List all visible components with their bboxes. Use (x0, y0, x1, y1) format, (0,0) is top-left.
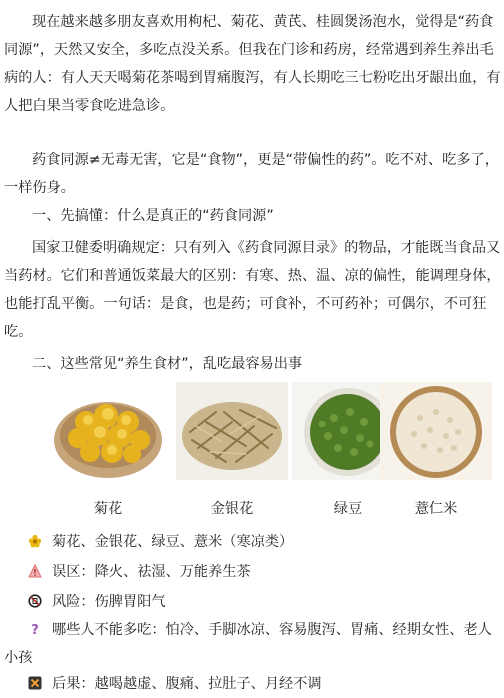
section-heading-1-text: 一、先搞懂：什么是真正的“药食同源” (32, 208, 274, 224)
food-item-honeysuckle (176, 382, 288, 518)
food-item-chrysanthemum (52, 382, 164, 518)
food-item-coix-seed (380, 382, 492, 518)
bullet-who-should-avoid (4, 616, 501, 672)
bullet-consequence-text: 后果：越喝越虚、腹痛、拉肚子、月经不调 (52, 676, 322, 692)
definition-text: 国家卫健委明确规定：只有列入《药食同源目录》的物品，才能既当食品又当药材。它们和普通饭菜最大的区别：有寒、热、温、凉的偏性，能调理身体，也能打乱平衡。一句话：是食，也是药；可食补，不可药补；可偶尔，不可狂吃。 (4, 240, 501, 340)
honeysuckle-image (176, 382, 288, 480)
bullet-misconception (4, 558, 501, 586)
bullet-cooling-foods (4, 528, 501, 556)
no-entry-icon (28, 594, 42, 608)
intro-text: 现在越来越多朋友喜欢用枸杞、菊花、黄芪、桂圆煲汤泡水，觉得是“药食同源”，天然又安全，多吃点没关系。但我在门诊和药房，经常遇到养生养出毛病的人：有人天天喝菊花茶喝到胃痛腹泻，有人长期吃三七粉吃出牙龈出血，有人把白果当零食吃进急诊。 (4, 14, 501, 114)
bullet-misconception-text: 误区：降火、祛湿、万能养生茶 (52, 564, 251, 580)
section-heading-2-text: 二、这些常见“养生食材”，乱吃最容易出事 (32, 356, 303, 372)
question-icon (28, 622, 42, 636)
bullet-consequence (4, 670, 501, 698)
section-heading-1 (4, 202, 501, 230)
cross-icon (28, 676, 42, 690)
bullet-who-should-avoid-text: 哪些人不能多吃：怕冷、手脚冰凉、容易腹泻、胃痛、经期女性、老人小孩 (4, 622, 492, 666)
coix-seed-image (380, 382, 492, 480)
warning-paragraph (4, 146, 501, 202)
bullet-cooling-foods-text: 菊花、金银花、绿豆、薏米（寒凉类） (52, 534, 294, 550)
warning-text: 药食同源≠无毒无害，它是“食物”，更是“带偏性的药”。吃不对、吃多了，一样伤身。 (4, 152, 499, 196)
flower-icon (28, 534, 42, 548)
food-label-coix-seed: 薏仁米 (414, 501, 458, 517)
food-label-honeysuckle: 金银花 (210, 501, 254, 517)
warning-icon (28, 564, 42, 578)
definition-paragraph (4, 234, 501, 346)
chrysanthemum-image (52, 382, 164, 480)
food-image-row (52, 382, 492, 522)
section-heading-2 (4, 350, 501, 378)
food-label-mung-bean: 绿豆 (333, 501, 363, 517)
svg-text:?: ? (31, 623, 39, 636)
intro-paragraph (4, 8, 501, 120)
bullet-risk (4, 588, 501, 616)
food-label-chrysanthemum: 菊花 (93, 501, 123, 517)
bullet-risk-text: 风险：伤脾胃阳气 (52, 594, 166, 610)
